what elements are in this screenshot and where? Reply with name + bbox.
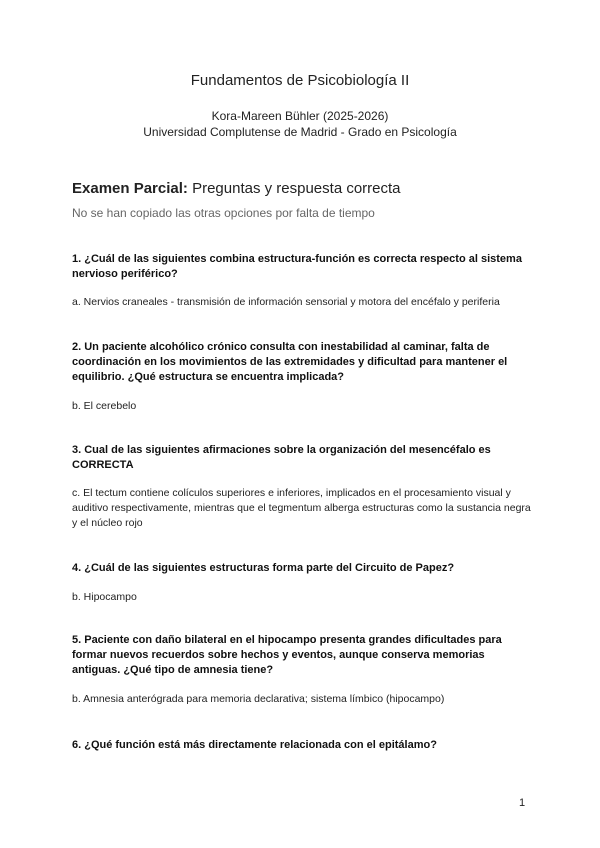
document-title: Fundamentos de Psicobiología II xyxy=(190,72,410,89)
question-1: 1. ¿Cuál de las siguientes combina estructura-función es correcta respecto al sistema nervioso periférico? xyxy=(72,253,522,280)
question-5: 5. Paciente con daño bilateral en el hipocampo presenta grandes dificultades para formar nuevos recuerdos sobre hechos y eventos, aunque conserva memorias antiguas. ¿Qué tipo de amnesia tiene? xyxy=(72,634,502,676)
question-3: 3. Cual de las siguientes afirmaciones sobre la organización del mesencéfalo es CORRECTA xyxy=(72,444,491,471)
section-heading-rest: Preguntas y respuesta correcta xyxy=(187,180,401,197)
answer-4: b. Hipocampo xyxy=(72,591,137,603)
question-2: 2. Un paciente alcohólico crónico consulta con inestabilidad al caminar, falta de coordinación en los movimientos de las extremidades y dificultad para mantener el equilibrio. ¿Qué estructura se encuentra implicada? xyxy=(72,341,508,383)
answer-3: c. El tectum contiene colículos superiores e inferiores, implicados en el procesamiento visual y auditivo respectivamente, mientras que el tegmentum alberga estructuras como la sustancia negra y el núcleo rojo xyxy=(72,487,531,529)
section-subheading: No se han copiado las otras opciones por falta de tiempo xyxy=(72,206,375,220)
document-institution: Universidad Complutense de Madrid - Grado en Psicología xyxy=(143,125,457,139)
document-author: Kora-Mareen Bühler (2025-2026) xyxy=(211,109,389,123)
question-4: 4. ¿Cuál de las siguientes estructuras forma parte del Circuito de Papez? xyxy=(72,562,455,574)
answer-1: a. Nervios craneales - transmisión de información sensorial y motora del encéfalo y periferia xyxy=(72,296,500,308)
section-heading xyxy=(72,180,401,197)
section-heading-bold: Examen Parcial: xyxy=(72,180,188,197)
answer-2: b. El cerebelo xyxy=(72,400,137,412)
page-number: 1 xyxy=(519,797,526,809)
answer-5: b. Amnesia anterógrada para memoria declarativa; sistema límbico (hipocampo) xyxy=(72,693,445,705)
question-6: 6. ¿Qué función está más directamente relacionada con el epitálamo? xyxy=(72,739,437,751)
